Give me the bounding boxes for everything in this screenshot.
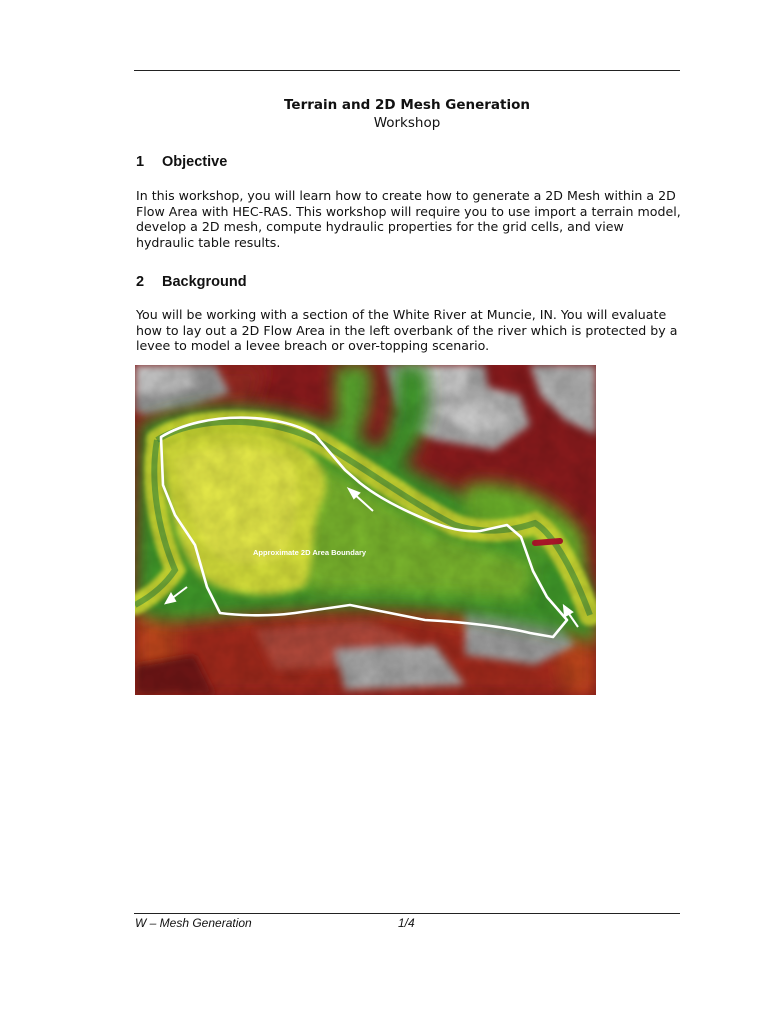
footer-page-number: 1/4 — [398, 916, 415, 930]
section-heading-background — [136, 274, 247, 290]
terrain-map — [135, 365, 596, 695]
terrain-map-figure — [135, 365, 596, 695]
header-rule — [134, 70, 680, 71]
section-number: 1 — [136, 154, 145, 170]
footer-title: W – Mesh Generation — [135, 916, 252, 930]
objective-paragraph: In this workshop, you will learn how to create how to generate a 2D Mesh within a 2D Flow Area with HEC-RAS. This workshop will require you to use import a terrain model, develop a 2D mesh, compute hydraulic properties for the grid cells, and view hydraulic table results. — [136, 188, 681, 251]
section-number: 2 — [136, 274, 145, 290]
document-subtitle: Workshop — [373, 115, 441, 131]
title-block — [134, 96, 680, 132]
document-title: Terrain and 2D Mesh Generation — [284, 97, 530, 113]
footer-rule — [134, 913, 680, 914]
background-paragraph: You will be working with a section of the White River at Muncie, IN. You will evaluate how to lay out a 2D Flow Area in the left overbank of the river which is protected by a levee to model a levee breach or over-topping scenario. — [136, 307, 678, 354]
terrain-texture — [135, 365, 596, 695]
section-title: Background — [162, 274, 247, 290]
section-heading-objective — [136, 154, 227, 170]
boundary-label: Approximate 2D Area Boundary — [253, 548, 367, 557]
section-title: Objective — [162, 154, 228, 170]
